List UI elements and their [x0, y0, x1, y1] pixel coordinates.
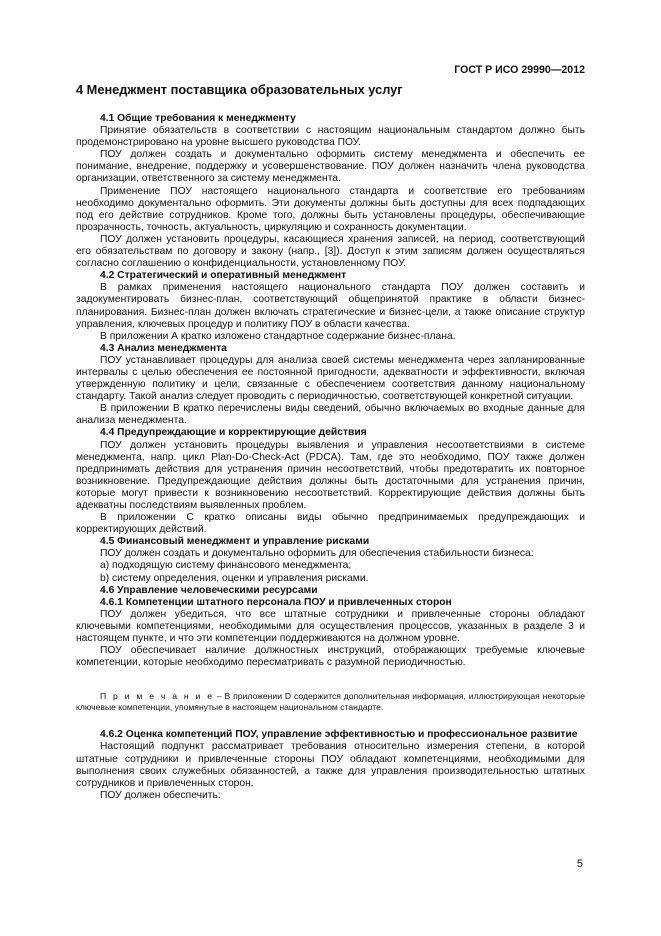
paragraph: ПОУ должен обеспечить:: [100, 789, 221, 801]
paragraph: ПОУ должен убедиться, что все штатные сотрудники и привлеченные стороны обладают ключевыми компетенциями, необходимыми для осуществления процессов, указанных в разделе 3 и настоящем пункте, и что эти компетенции поддерживаются на должном уровне.: [76, 608, 585, 645]
paragraph: ПОУ должен создать и документально оформить для обеспечения стабильности бизнеса:: [100, 548, 534, 560]
paragraph: В приложении С кратко описаны виды обычно предпринимаемых предупреждающих и корректирующих действий.: [76, 512, 585, 536]
document-id: ГОСТ Р ИСО 29990—2012: [454, 64, 585, 76]
paragraph: ПОУ обеспечивает наличие должностных инструкций, отображающих требуемые ключевые компетенции, которые необходимо пересматривать с разумной периодичностью.: [76, 645, 585, 669]
heading-4-6: 4.6 Управление человеческими ресурсами: [100, 584, 318, 596]
list-item: а) подходящую систему финансового менеджмента;: [100, 560, 352, 572]
paragraph: ПОУ должен создать и документально оформить систему менеджмента и обеспечить ее понимание, внедрение, поддержку и усовершенствование. ПОУ должен назначить члена руководства организации, ответственного за систему менеджмента.: [76, 149, 585, 185]
spacer: [76, 713, 585, 729]
paragraph: В рамках применения настоящего национального стандарта ПОУ должен составить и задокументировать бизнес-план, соответствующий общепринятой практике в области бизнес-планирования. Бизнес-план должен включать стратегические и бизнес-цели, а также описание структур управления, ключевых процедур и политику ПОУ в области качества.: [76, 282, 585, 330]
note-label: П р и м е ч а н и е: [100, 691, 214, 702]
heading-4-6-1: 4.6.1 Компетенции штатного персонала ПОУ и привлеченных сторон: [100, 596, 452, 608]
list-item: b) систему определения, оценки и управления рисками.: [100, 572, 369, 584]
heading-4-5: 4.5 Финансовый менеджмент и управление рисками: [100, 536, 370, 548]
paragraph: Применение ПОУ настоящего национального стандарта и соответствие его требованиям необходимо документально оформить. Эти документы должны быть доступны для всех подпадающих под его действие сотрудников. Кроме того, должны быть установлены процедуры, обеспечивающие прозрачность, точность, актуальность, циркуляцию и сохранность документации.: [76, 185, 585, 233]
paragraph: ПОУ должен установить процедуры, касающиеся хранения записей, на период, соответствующий его обязательствам по договору и закону (напр., [3]). Доступ к этим записям должен осуществляться согласно соглашению о конфиденциальности, установленному ПОУ.: [76, 233, 585, 270]
paragraph: Принятие обязательств в соответствии с настоящим национальным стандартом должно быть продемонстрировано на уровне высшего руководства ПОУ.: [76, 125, 585, 149]
heading-4-2: 4.2 Стратегический и оперативный менеджмент: [100, 270, 347, 282]
paragraph: ПОУ должен установить процедуры выявления и управления несоответствиями в системе менеджмента, напр. цикл Plan-Do-Check-Act (PDCA). Там, где это необходимо, ПОУ также должен предпринимать действия для устранения причин несоответствий, чтобы предотвратить их повторное возникновение. Предупреждающие действия должны быть достаточными для устранения причин, которые могут привести к возникновению несоответствий. Корректирующие действия должны быть адекватны последствиям выявленных проблем.: [76, 439, 585, 511]
note-text: – В приложении D содержится дополнительная информация, иллюстрирующая некоторые ключевые компетенции, упомянутые в настоящем национальном стандарте.: [76, 691, 585, 713]
section-title: 4 Менеджмент поставщика образовательных услуг: [76, 82, 403, 97]
heading-4-1: 4.1 Общие требования к менеджменту: [100, 113, 296, 124]
heading-4-6-2: 4.6.2 Оценка компетенций ПОУ, управление эффективностью и профессиональное развитие: [100, 729, 578, 741]
heading-4-3: 4.3 Анализ менеджмента: [100, 342, 227, 354]
note: [76, 691, 585, 713]
paragraph: ПОУ устанавливает процедуры для анализа своей системы менеджмента через запланированные интервалы с целью обеспечения ее постоянной пригодности, адекватности и эффективности, включая утвержденную политику и цели, связанные с обеспечением соответствия данному национальному стандарту. Такой анализ следует проводить с периодичностью, соответствующей конкретной ситуации.: [76, 354, 585, 403]
paragraph: Настоящий подпункт рассматривает требования относительно измерения степени, в которой штатные сотрудники и привлеченные стороны ПОУ обладают компетенциями, необходимыми для выполнения своих служебных обязанностей, а также для управления производительностью штатных сотрудников и привлеченных сторон.: [76, 741, 585, 789]
page-number: 5: [576, 858, 583, 870]
paragraph: В приложении В кратко перечислены виды сведений, обычно включаемых во входные данные для анализа менеджмента.: [76, 403, 585, 427]
heading-4-4: 4.4 Предупреждающие и корректирующие действия: [100, 427, 367, 439]
paragraph: В приложении А кратко изложено стандартное содержание бизнес-плана.: [100, 330, 456, 342]
